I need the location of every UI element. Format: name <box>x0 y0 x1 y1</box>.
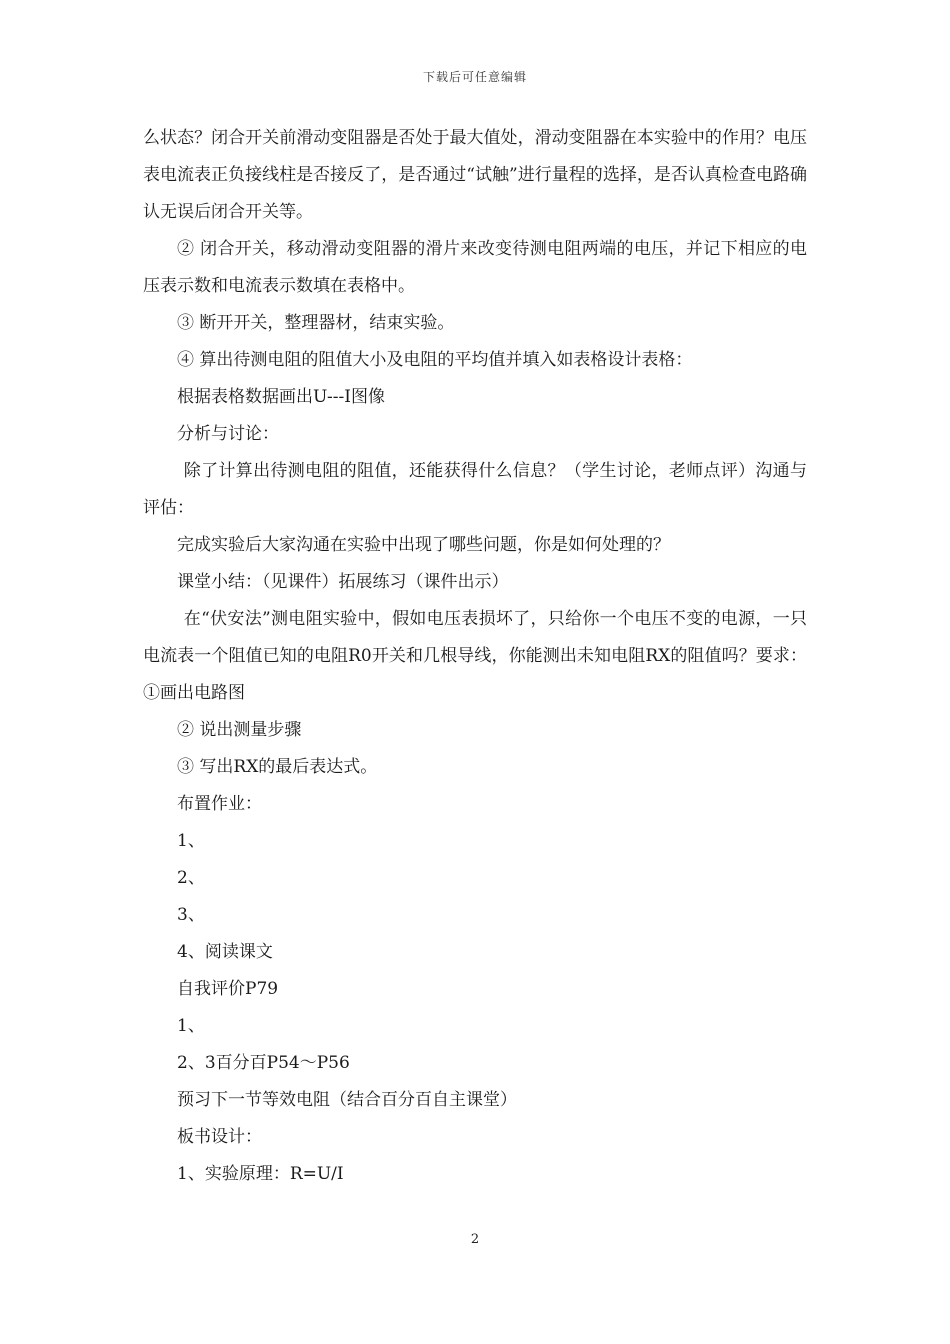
paragraph: 根据表格数据画出U---I图像 <box>177 387 385 407</box>
paragraph: ② 说出测量步骤 <box>177 720 302 740</box>
paragraph: 1、 <box>177 831 205 851</box>
paragraph: 么状态？闭合开关前滑动变阻器是否处于最大值处，滑动变阻器在本实验中的作用？电压表电流表正负接线柱是否接反了，是否通过“试触”进行量程的选择，是否认真检查电路确认无误后闭合开关等。 <box>143 128 807 222</box>
paragraph: 2、 <box>177 868 205 888</box>
paragraph: 分析与讨论： <box>177 424 279 444</box>
paragraph: ② 闭合开关，移动滑动变阻器的滑片来改变待测电阻两端的电压，并记下相应的电压表示数和电流表示数填在表格中。 <box>143 239 807 296</box>
paragraph: 除了计算出待测电阻的阻值，还能获得什么信息？（学生讨论，老师点评）沟通与评估： <box>143 461 807 518</box>
paragraph: 自我评价P79 <box>177 979 279 999</box>
paragraph: 完成实验后大家沟通在实验中出现了哪些问题，你是如何处理的？ <box>177 535 670 555</box>
paragraph: 3、 <box>177 905 205 925</box>
paragraph: 4、阅读课文 <box>177 942 273 962</box>
paragraph: 1、实验原理：R=U/I <box>177 1164 344 1184</box>
page-header: 下载后可任意编辑 <box>422 70 527 84</box>
document-body <box>143 120 807 1193</box>
paragraph: 布置作业： <box>177 794 262 814</box>
paragraph: ③ 断开开关，整理器材，结束实验。 <box>177 313 455 333</box>
paragraph: 板书设计： <box>177 1127 262 1147</box>
page-number: 2 <box>470 1232 480 1247</box>
paragraph: 2、3百分百P54～P56 <box>177 1053 350 1073</box>
paragraph: 在“伏安法”测电阻实验中，假如电压表损坏了，只给你一个电压不变的电源，一只电流表一个阻值已知的电阻R0开关和几根导线，你能测出未知电阻RX的阻值吗？要求：①画出电路图 <box>143 609 807 703</box>
paragraph: ③ 写出RX的最后表达式。 <box>177 757 378 777</box>
paragraph: 1、 <box>177 1016 205 1036</box>
paragraph: ④ 算出待测电阻的阻值大小及电阻的平均值并填入如表格设计表格： <box>177 350 693 370</box>
paragraph: 预习下一节等效电阻（结合百分百自主课堂） <box>177 1090 517 1110</box>
paragraph: 课堂小结：（见课件）拓展练习（课件出示） <box>177 572 509 592</box>
